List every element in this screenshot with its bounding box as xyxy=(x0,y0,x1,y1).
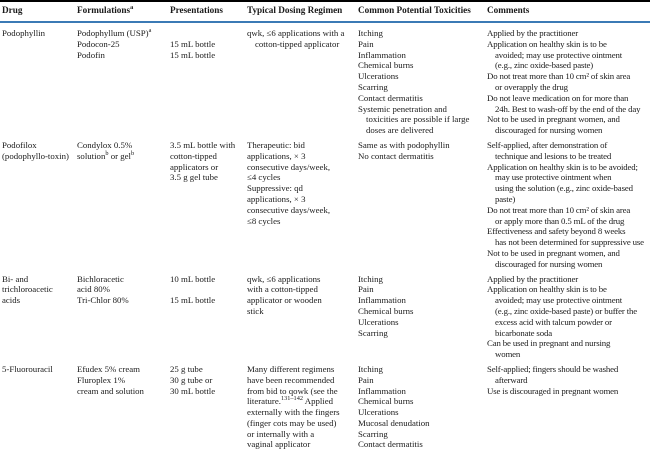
text-segment: Pain xyxy=(358,284,374,295)
text-segment: Podophyllum (USP) xyxy=(77,28,149,38)
cell-comments xyxy=(487,364,650,449)
text-segment: Podocon-25 xyxy=(77,38,120,49)
text-segment: discouraged for nursing women xyxy=(495,125,603,136)
text-segment: paste) xyxy=(495,193,516,204)
cell-line xyxy=(358,125,487,136)
text-segment: vaginal applicator xyxy=(247,439,311,449)
cell-line xyxy=(170,151,247,162)
cell-line xyxy=(170,274,247,285)
text-segment: 24h. Best to wash-off by the end of the day xyxy=(495,103,641,114)
cell-presentations xyxy=(170,364,247,449)
text-segment: Therapeutic: bid xyxy=(247,139,305,150)
text-segment: avoided; may use protective ointment xyxy=(495,295,623,306)
text-segment: Applied by the practitioner xyxy=(487,28,578,38)
cell-line xyxy=(487,386,650,397)
cell-line xyxy=(2,295,77,306)
cell-line xyxy=(358,71,487,82)
footnote-marker: a xyxy=(130,3,134,11)
cell-line xyxy=(358,295,487,306)
cell-line xyxy=(487,50,650,61)
cell-line xyxy=(247,151,358,162)
cell-line xyxy=(487,364,650,375)
cell-line xyxy=(247,284,358,295)
text-segment: acid 80% xyxy=(77,284,110,295)
cell-line xyxy=(487,151,650,162)
cell-line xyxy=(2,140,77,151)
cell-line xyxy=(487,114,650,125)
text-segment: applications, × 3 xyxy=(247,150,306,161)
text-segment: Applied by the practitioner xyxy=(487,273,578,284)
cell-line xyxy=(487,82,650,93)
text-segment: Self-applied; fingers should be washed xyxy=(487,363,619,374)
text-segment: Podofin xyxy=(77,49,105,60)
text-segment: Itching xyxy=(358,363,383,374)
text-segment: applicator or wooden xyxy=(247,295,322,306)
cell-line xyxy=(487,317,650,328)
cell-formulations xyxy=(77,364,170,449)
text-segment: cotton-tipped applicator xyxy=(255,38,340,49)
text-segment: ≤4 cycles xyxy=(247,172,281,183)
cell-line xyxy=(487,60,650,71)
text-segment: Applied xyxy=(303,396,334,407)
text-segment: Use is discouraged in pregnant women xyxy=(487,385,619,396)
cell-line xyxy=(2,364,77,375)
cell-line xyxy=(77,274,170,285)
cell-line xyxy=(358,93,487,104)
text-segment: Many different regimens xyxy=(247,363,335,374)
text-segment: Fluroplex 1% xyxy=(77,374,126,385)
cell-line xyxy=(487,93,650,104)
column-header-label: Typical Dosing Regimen xyxy=(247,5,343,15)
text-segment: Podofilox xyxy=(2,139,37,150)
column-header-label: Common Potential Toxicities xyxy=(358,5,471,15)
cell-line xyxy=(487,162,650,173)
text-segment: afterward xyxy=(495,374,528,385)
cell-line xyxy=(170,28,247,39)
text-segment: (e.g., zinc oxide-based paste) xyxy=(495,60,594,71)
text-segment: or internally with a xyxy=(247,428,315,439)
text-segment: 3.5 g gel tube xyxy=(170,172,218,183)
text-segment: Tri-Chlor 80% xyxy=(77,295,129,306)
cell-line xyxy=(358,407,487,418)
superscript-marker: a xyxy=(148,27,152,35)
text-segment: Same as with podophyllin xyxy=(358,139,450,150)
cell-dosing_regimen xyxy=(247,28,358,136)
cell-line xyxy=(358,418,487,429)
text-segment: has not been determined for suppressive use xyxy=(495,237,644,248)
cell-line xyxy=(170,50,247,61)
text-segment: or overapply the drug xyxy=(495,81,568,92)
text-segment: avoided; may use protective ointment xyxy=(495,49,623,60)
text-segment: doses are delivered xyxy=(366,125,434,136)
text-segment: qwk, ≤6 applications with a xyxy=(247,28,345,38)
cell-dosing_regimen xyxy=(247,274,358,360)
cell-line xyxy=(487,71,650,82)
cell-line xyxy=(487,284,650,295)
text-segment: Mucosal denudation xyxy=(358,417,430,428)
cell-line xyxy=(487,248,650,259)
text-segment: Inflammation xyxy=(358,49,406,60)
cell-line xyxy=(247,439,358,449)
text-segment: Suppressive: qd xyxy=(247,183,303,194)
column-header-label: Comments xyxy=(487,5,530,15)
text-segment: trichloroacetic xyxy=(2,284,53,295)
cell-line xyxy=(487,274,650,285)
cell-line xyxy=(487,338,650,349)
column-header-toxicities xyxy=(358,4,487,16)
table-row xyxy=(2,140,650,270)
text-segment: Ulcerations xyxy=(358,316,399,327)
cell-line xyxy=(77,364,170,375)
text-segment: Ulcerations xyxy=(358,407,399,418)
cell-line xyxy=(77,151,170,162)
text-segment: Self-applied, after demonstration of xyxy=(487,139,608,150)
text-segment: applications, × 3 xyxy=(247,193,306,204)
text-segment: Contact dermatitis xyxy=(358,439,423,449)
cell-line xyxy=(358,274,487,285)
cell-line xyxy=(487,183,650,194)
table-header-row xyxy=(2,4,650,16)
text-segment: Podophyllin xyxy=(2,28,46,38)
text-segment: Do not treat more than 10 cm² of skin area xyxy=(487,71,631,82)
cell-line xyxy=(247,364,358,375)
cell-line xyxy=(2,28,77,39)
cell-line xyxy=(487,104,650,115)
cell-line xyxy=(487,328,650,339)
text-segment: externally with the fingers xyxy=(247,407,340,418)
cell-line xyxy=(247,306,358,317)
cell-line xyxy=(487,28,650,39)
cell-line xyxy=(247,396,358,407)
column-header-label: Drug xyxy=(2,5,23,15)
text-segment: or apply more than 0.5 mL of the drug xyxy=(495,215,625,226)
cell-line xyxy=(170,39,247,50)
table-header-rule xyxy=(0,21,650,23)
cell-line xyxy=(358,39,487,50)
cell-line xyxy=(170,172,247,183)
cell-line xyxy=(487,226,650,237)
text-segment: Efudex 5% cream xyxy=(77,363,141,374)
table-row xyxy=(2,274,650,360)
cell-line xyxy=(170,364,247,375)
cell-line xyxy=(77,28,170,39)
text-segment: using the solution (e.g., zinc oxide-based xyxy=(495,183,633,194)
text-segment: bicarbonate soda xyxy=(495,327,552,338)
text-segment: excess acid with talcum powder or xyxy=(495,316,612,327)
cell-line xyxy=(487,306,650,317)
cell-line xyxy=(358,317,487,328)
text-segment: qwk, ≤6 applications xyxy=(247,273,321,284)
text-segment: (e.g., zinc oxide-based paste) or buffer the xyxy=(495,305,637,316)
cell-line xyxy=(247,162,358,173)
cell-line xyxy=(358,386,487,397)
cell-comments xyxy=(487,28,650,136)
text-segment: ≤8 cycles xyxy=(247,215,281,226)
cell-drug xyxy=(2,364,77,449)
text-segment: may use protective ointment when xyxy=(495,172,612,183)
cell-comments xyxy=(487,140,650,270)
cell-presentations xyxy=(170,140,247,270)
superscript-marker: b xyxy=(105,149,109,157)
cell-line xyxy=(358,439,487,449)
text-segment: Can be used in pregnant and nursing xyxy=(487,338,611,349)
text-segment: 15 mL bottle xyxy=(170,49,216,60)
text-segment: women xyxy=(495,349,521,360)
column-header-formulations xyxy=(77,4,170,16)
text-segment: Application on healthy skin is to be xyxy=(487,284,607,295)
cell-line xyxy=(77,375,170,386)
text-segment: Systemic penetration and xyxy=(358,103,447,114)
cell-presentations xyxy=(170,274,247,360)
text-segment: 10 mL bottle xyxy=(170,273,216,284)
cell-line xyxy=(77,284,170,295)
cell-line xyxy=(2,284,77,295)
text-segment: Itching xyxy=(358,28,383,38)
text-segment: consecutive days/week, xyxy=(247,161,331,172)
text-segment: Do not treat more than 10 cm² of skin area xyxy=(487,204,631,215)
cell-formulations xyxy=(77,28,170,136)
cell-drug xyxy=(2,28,77,136)
text-segment: with a cotton-tipped xyxy=(247,284,318,295)
cell-line xyxy=(358,328,487,339)
text-segment: toxicities are possible if large xyxy=(366,114,470,125)
text-segment: (finger cots may be used) xyxy=(247,417,337,428)
text-segment: 30 mL bottle xyxy=(170,385,216,396)
cell-toxicities xyxy=(358,364,487,449)
cell-line xyxy=(487,205,650,216)
cell-line xyxy=(487,172,650,183)
column-header-label: Presentations xyxy=(170,5,223,15)
text-segment: Bi- and xyxy=(2,273,29,284)
cell-line xyxy=(487,237,650,248)
cell-line xyxy=(247,418,358,429)
cell-line xyxy=(77,386,170,397)
text-segment: Inflammation xyxy=(358,295,406,306)
cell-line xyxy=(247,172,358,183)
text-segment: applicators or xyxy=(170,161,219,172)
cell-line xyxy=(487,39,650,50)
cell-toxicities xyxy=(358,140,487,270)
cell-line xyxy=(247,140,358,151)
cell-line xyxy=(487,259,650,270)
cell-line xyxy=(2,151,77,162)
text-segment: Scarring xyxy=(358,327,388,338)
cell-line xyxy=(170,140,247,151)
cell-line xyxy=(358,375,487,386)
table-row xyxy=(2,364,650,449)
cell-line xyxy=(358,60,487,71)
text-segment: No contact dermatitis xyxy=(358,150,434,161)
text-segment: 15 mL bottle xyxy=(170,295,216,306)
text-segment: 3.5 mL bottle with xyxy=(170,139,236,150)
text-segment: Pain xyxy=(358,374,374,385)
text-segment: Chemical burns xyxy=(358,396,414,407)
cell-toxicities xyxy=(358,28,487,136)
text-segment: Itching xyxy=(358,273,383,284)
text-segment: Pain xyxy=(358,38,374,49)
cell-line xyxy=(358,306,487,317)
cell-line xyxy=(77,295,170,306)
cell-line xyxy=(358,429,487,440)
table-top-rule xyxy=(0,0,650,2)
text-segment: 5-Fluorouracil xyxy=(2,363,53,374)
table-body xyxy=(2,28,650,449)
text-segment: (podophyllo-toxin) xyxy=(2,150,69,161)
cell-line xyxy=(487,140,650,151)
cell-line xyxy=(247,274,358,285)
text-segment: Contact dermatitis xyxy=(358,92,423,103)
cell-line xyxy=(2,274,77,285)
cell-line xyxy=(487,375,650,386)
cell-line xyxy=(487,349,650,360)
text-segment: solution xyxy=(77,150,106,161)
cell-line xyxy=(358,396,487,407)
text-segment: Scarring xyxy=(358,81,388,92)
cell-line xyxy=(170,295,247,306)
cell-line xyxy=(487,125,650,136)
column-header-drug xyxy=(2,4,77,16)
cell-line xyxy=(247,205,358,216)
cell-line xyxy=(487,194,650,205)
cell-line xyxy=(77,140,170,151)
text-segment: 25 g tube xyxy=(170,363,203,374)
text-segment: literature. xyxy=(247,396,281,407)
text-segment: consecutive days/week, xyxy=(247,204,331,215)
text-segment: cotton-tipped xyxy=(170,150,217,161)
cell-line xyxy=(77,39,170,50)
text-segment: discouraged for nursing women xyxy=(495,258,603,269)
text-segment: or gel xyxy=(108,150,131,161)
column-header-presentations xyxy=(170,4,247,16)
text-segment: Ulcerations xyxy=(358,71,399,82)
superscript-marker: 131–142 xyxy=(280,395,303,403)
text-segment: cream and solution xyxy=(77,385,144,396)
text-segment: Chemical burns xyxy=(358,60,414,71)
cell-line xyxy=(247,375,358,386)
cell-line xyxy=(358,50,487,61)
text-segment: Inflammation xyxy=(358,385,406,396)
text-segment: 15 mL bottle xyxy=(170,38,216,49)
column-header-dosing_regimen xyxy=(247,4,358,16)
text-segment: 30 g tube or xyxy=(170,374,213,385)
cell-line xyxy=(358,28,487,39)
text-segment: Chemical burns xyxy=(358,305,414,316)
cell-line xyxy=(247,194,358,205)
cell-line xyxy=(247,295,358,306)
cell-line xyxy=(358,104,487,115)
text-segment: stick xyxy=(247,305,264,316)
column-header-comments xyxy=(487,4,650,16)
text-segment: Not to be used in pregnant women, and xyxy=(487,247,620,258)
cell-line xyxy=(358,82,487,93)
cell-toxicities xyxy=(358,274,487,360)
cell-formulations xyxy=(77,140,170,270)
text-segment: Bichloracetic xyxy=(77,273,124,284)
cell-line xyxy=(247,216,358,227)
cell-line xyxy=(358,140,487,151)
cell-line xyxy=(170,284,247,295)
cell-comments xyxy=(487,274,650,360)
column-header-label: Formulations xyxy=(77,5,131,15)
cell-line xyxy=(170,162,247,173)
text-segment: Application on healthy skin is to be avoided; xyxy=(487,161,638,172)
cell-line xyxy=(77,50,170,61)
text-segment: Scarring xyxy=(358,428,388,439)
cell-line xyxy=(247,39,358,50)
cell-line xyxy=(358,151,487,162)
cell-dosing_regimen xyxy=(247,364,358,449)
cell-line xyxy=(170,375,247,386)
cell-drug xyxy=(2,274,77,360)
text-segment: Do not leave medication on for more than xyxy=(487,92,629,103)
cell-dosing_regimen xyxy=(247,140,358,270)
text-segment: Effectiveness and safety beyond 8 weeks xyxy=(487,226,626,237)
text-segment: technique and lesions to be treated xyxy=(495,150,612,161)
text-segment: Condylox 0.5% xyxy=(77,139,133,150)
cell-line xyxy=(487,216,650,227)
cell-line xyxy=(487,295,650,306)
table-row xyxy=(2,28,650,136)
cell-line xyxy=(358,284,487,295)
cell-presentations xyxy=(170,28,247,136)
cell-line xyxy=(247,183,358,194)
cell-line xyxy=(358,114,487,125)
cell-line xyxy=(170,386,247,397)
cell-line xyxy=(247,407,358,418)
text-segment: from bid to qowk (see the xyxy=(247,385,338,396)
cell-line xyxy=(358,364,487,375)
superscript-marker: b xyxy=(131,149,135,157)
cell-drug xyxy=(2,140,77,270)
cell-line xyxy=(247,429,358,440)
text-segment: Not to be used in pregnant women, and xyxy=(487,114,620,125)
text-segment: Application on healthy skin is to be xyxy=(487,38,607,49)
text-segment: acids xyxy=(2,295,21,306)
cell-formulations xyxy=(77,274,170,360)
text-segment: have been recommended xyxy=(247,374,335,385)
cell-line xyxy=(247,28,358,39)
